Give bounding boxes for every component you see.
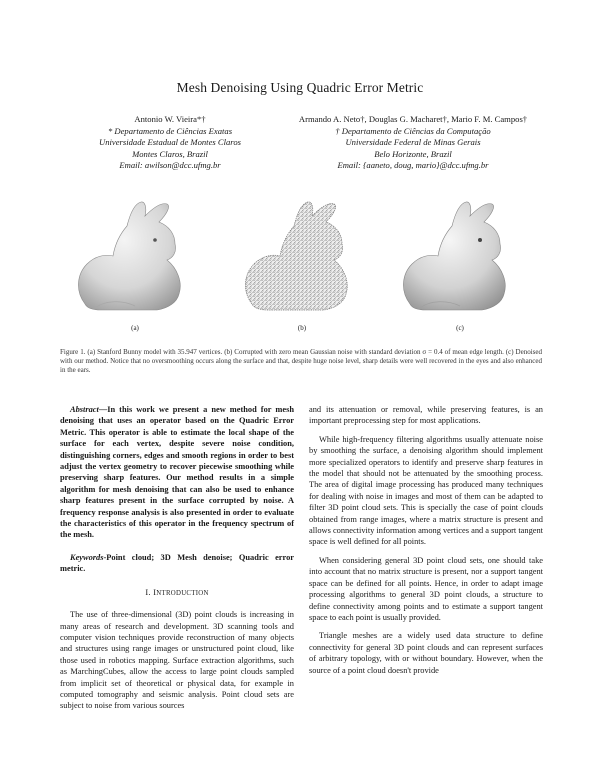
bunny-clean-image [65,196,205,324]
column-left [60,404,294,712]
affiliation-university: Universidade Federal de Minas Gerais [345,137,481,147]
abstract-lead: Abstract [70,405,99,414]
keywords-lead: Keywords [70,552,104,562]
abstract-text: —In this work we present a new method for mesh denoising that uses an operator based on the Quadric Error Metric. This operator is able to estimate the local shape of the surface for each vertex, despite severe noise condition, distinguishing corners, edges and smooth regions in order to best adjust the vertex geometry to recover piecewise smoothing while preserving sharp features. Our method results in a simple algorithm for mesh denoising that can also be used to enhance sharp features present in the surface corrupted by noise. A frequency response analysis is also presented in order to evaluate the characteristics of this operator in the frequency spectrum of the mesh. [60,405,294,540]
author-names: Armando A. Neto†, Douglas G. Macharet†, Mario F. M. Campos† [298,114,528,124]
affiliation-university: Universidade Estadual de Montes Claros [99,137,241,147]
affiliation-department: † Departamento de Ciências da Computação [335,125,491,136]
paragraph-filtering: While high-frequency filtering algorithms usually attenuate noise by smoothing the surface, a denoising algorithm should implement more specialized operators to identify and preserve sharp features in the model that should not be attenuated by the smoothing process. The area of digital image processing has produced many techniques for dealing with noise in images and most of them can be adapted to filter 3D point cloud sets. This is specially the case of point clouds obtained from range images, where a matrix structure is present and allows connectivity information among vertices and a support tangent space is well defined for all points. [309,434,543,547]
panel-label-a: (a) [131,324,139,332]
section-title-rest: NTRODUCTION [156,589,209,597]
column-right [309,404,543,676]
affiliation-department: * Departamento de Ciências Exatas [107,125,233,136]
section-heading [60,587,294,599]
section-title-first: I [153,587,157,597]
panel-label-c: (c) [456,324,464,332]
affiliation-city: Belo Horizonte, Brazil [374,148,452,159]
paragraph-continued: and its attenuation or removal, while preserving features, is an important preprocessing step for most applications. [309,405,543,426]
author-email: Email: awilson@dcc.ufmg.br [119,160,221,170]
bunny-noisy-image [232,196,372,324]
paper-title: Mesh Denoising Using Quadric Error Metric [176,80,424,95]
section-number: I. [145,587,151,597]
author-email: Email: {aaneto, doug, mario}@dcc.ufmg.br [337,160,489,170]
figure-panel-c [390,196,530,336]
figure-bunny [60,196,540,336]
keywords [60,552,294,575]
affiliation-city: Montes Claros, Brazil [132,148,208,159]
abstract [60,404,294,541]
figure-caption: Figure 1. (a) Stanford Bunny model with 35.947 vertices. (b) Corrupted with zero mean Gaussian noise with standard deviation σ = 0.4 of mean edge length. (c) Denoised with our method. Notice that no oversmoothing occurs along the surface and that, despite huge noise level, sharp details were well recovered in the eyes and also enhanced in the ears. [60,348,542,375]
paragraph-general-clouds: When considering general 3D point cloud sets, one should take into account that no matrix structure is present, nor a support tangent space can be defined for all points. Hence, in order to adapt image processing algorithms to general 3D point clouds, a structure to define connectivity among points and to estimate a support tangent space to each point is usually provided. [309,555,543,622]
panel-label-b: (b) [297,324,307,332]
keywords-text: -Point cloud; 3D Mesh denoise; Quadric error metric. [60,552,294,574]
author-block-right [268,114,558,172]
paragraph-triangle-meshes: Triangle meshes are a widely used data structure to define connectivity for general 3D point clouds and can represent surfaces of arbitrary topology, with or without boundary. However, when the source of a point cloud doesn't provide [309,631,543,675]
author-names: Antonio W. Vieira*† [134,114,206,124]
figure-panel-a [65,196,205,336]
author-block-left [60,114,280,172]
figure-panel-b [232,196,372,336]
bunny-denoised-image [390,196,530,324]
intro-paragraph-1: The use of three-dimensional (3D) point clouds is increasing in many areas of research and development. 3D scanning tools and computer vision techniques provide reconstruction of many objects and structures using range images or unstructured point cloud, like those used in robotics mapping. Surface extraction algorithms, such as MarchingCubes, allow the access to large point clouds sampled from implicit set of theoretical or physical data, for example in computed tomography and seismic analysis. Point cloud sets are subject to noise from various sources [60,610,294,711]
